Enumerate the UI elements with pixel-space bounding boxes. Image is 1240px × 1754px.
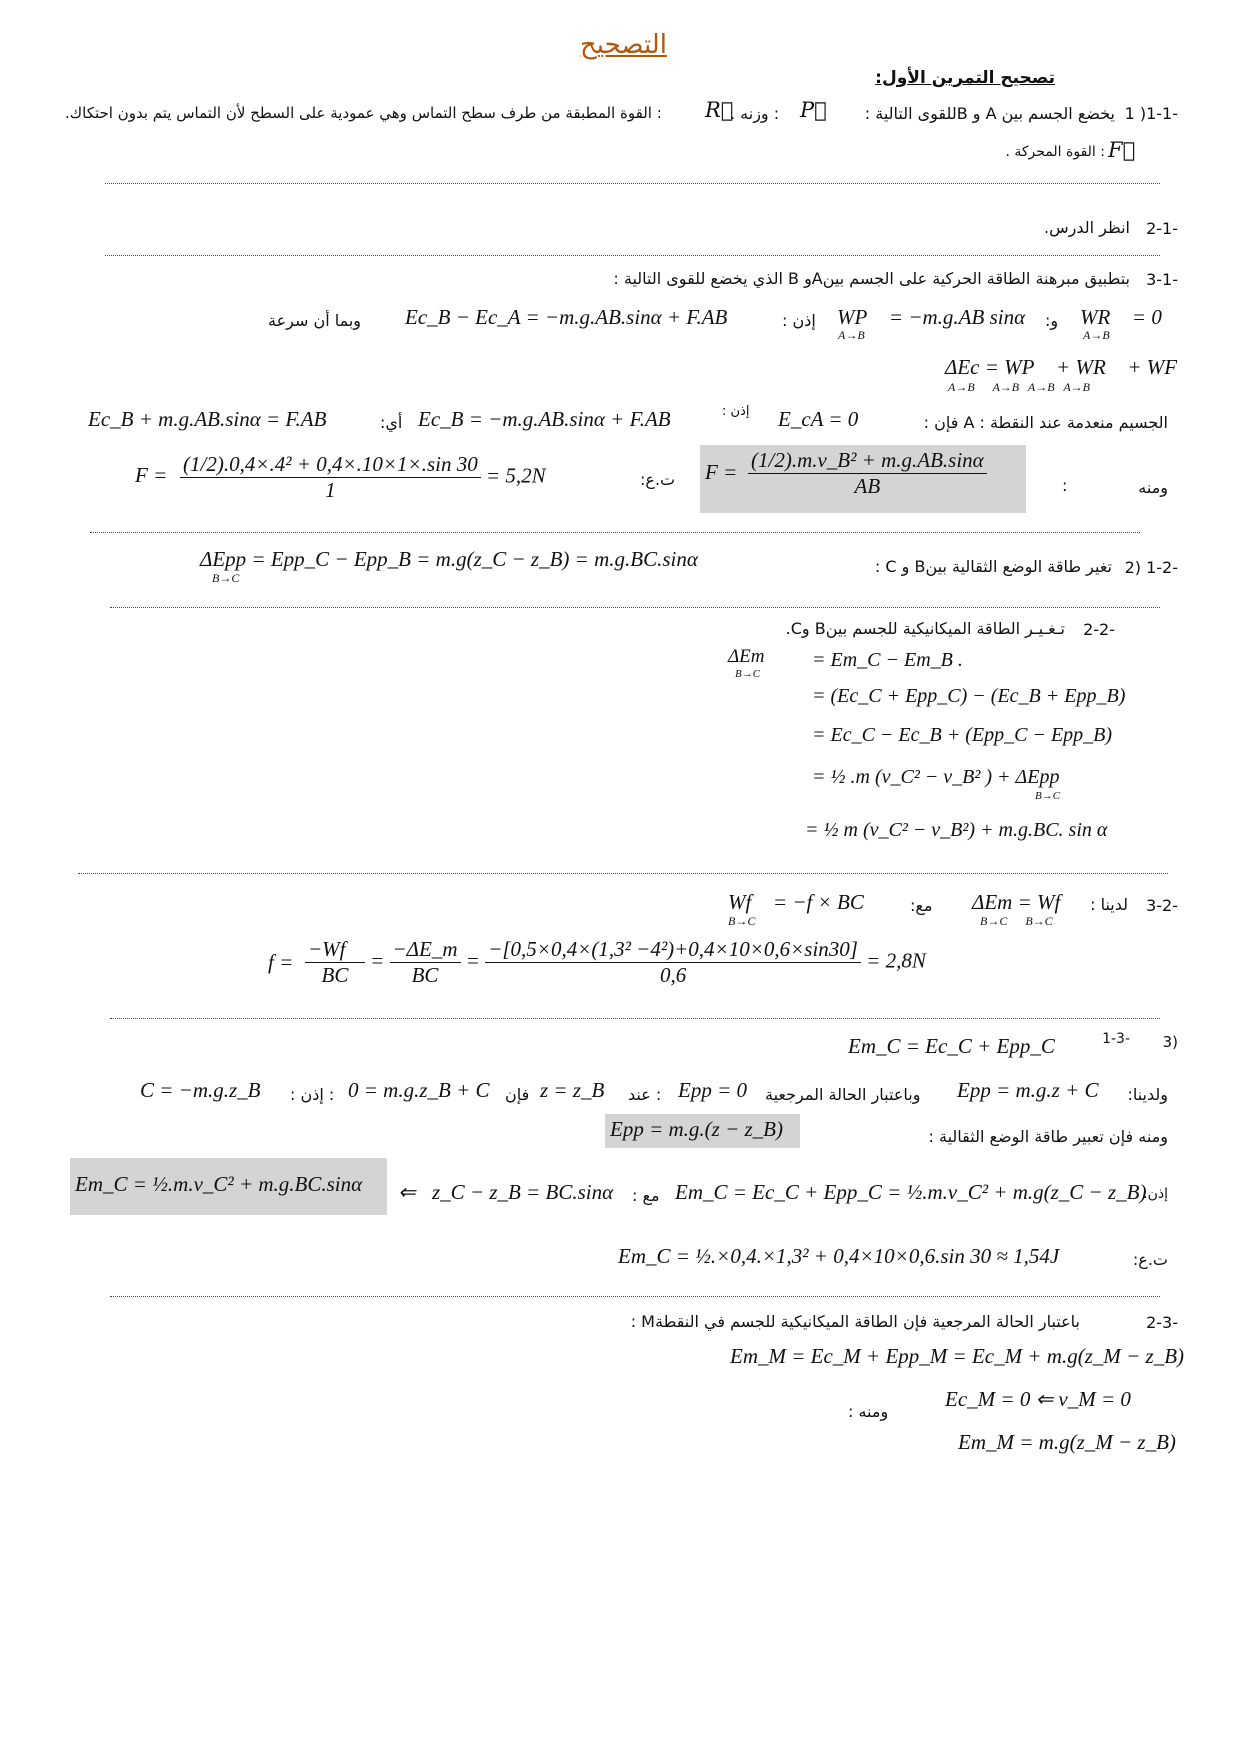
em-line2: = (Ec_C + Epp_C) − (Ec_B + Epp_B) xyxy=(812,685,1126,707)
ie-label: أي: xyxy=(380,413,403,432)
p-vector: P⃗ xyxy=(800,98,827,122)
page-title: التصحيح xyxy=(580,30,667,60)
em-m-def: Em_M = Ec_M + Epp_M = Ec_M + m.g(z_M − z_B) xyxy=(730,1344,1185,1368)
eq-wf-sub: B→C xyxy=(728,914,756,928)
q1-3-label: 3-1- xyxy=(1146,270,1178,289)
eq-delta-subs: A→B A→B A→B A→B xyxy=(948,380,1090,394)
q2-2-label: 2-2- xyxy=(1083,620,1115,639)
f2-formula xyxy=(180,452,546,503)
divider xyxy=(78,873,1168,874)
hence-label-2: ومنه : xyxy=(848,1402,889,1421)
divider xyxy=(110,607,1160,608)
f-desc: : القوة المحركة . xyxy=(1005,144,1105,160)
frac2-num: −ΔE_m xyxy=(390,937,461,963)
emc-numeric: Em_C = ½.×0,4.×1,3² + 0,4×10×0,6.sin 30 ≈ 1,54J xyxy=(618,1244,1060,1268)
then-label: إذن : xyxy=(782,311,816,330)
colon-label: : xyxy=(1062,476,1068,495)
with-label: مع: xyxy=(910,896,933,915)
considering-label: وباعتبار الحالة المرجعية xyxy=(765,1085,921,1104)
eq-delta-epp-sub: B→C xyxy=(212,571,240,585)
implies-arrow: ⇐ xyxy=(398,1180,416,1204)
r-vector: R⃗ xyxy=(705,98,734,122)
em-m-result: Em_M = m.g(z_M − z_B) xyxy=(958,1430,1176,1454)
q2-2-text: تـغـيـر الطاقة الميكانيكية للجسم بينB وC. xyxy=(785,619,1065,638)
line4-text: الجسيم منعدمة عند النقطة : A فإن : xyxy=(923,413,1168,432)
divider xyxy=(110,1296,1160,1297)
divider xyxy=(105,183,1160,184)
eq-delta-ec: ΔEc = WP⃗ + WR⃗ + WF⃗ xyxy=(945,355,1194,379)
emc-expr: Em_C = Ec_C + Epp_C = ½.m.v_C² + m.g(z_C − z_B) xyxy=(675,1180,1147,1204)
hence-label: ومنه xyxy=(1138,478,1168,497)
em-line5: = ½ m (v_C² − v_B²) + m.g.BC. sin α xyxy=(805,819,1108,841)
since-label: وبما أن سرعة xyxy=(268,311,362,330)
eq-wp: WP⃗ = −m.g.AB sinα xyxy=(837,305,1026,329)
q3-2-label: 2-3- xyxy=(1146,1313,1178,1332)
f-vector: F⃗ xyxy=(1108,138,1136,162)
em-line3: = Ec_C − Ec_B + (Epp_C − Epp_B) xyxy=(812,724,1113,746)
em-line1: = Em_C − Em_B . xyxy=(812,649,963,671)
q2-3-text: لدينا : xyxy=(1090,895,1128,914)
q1-1-label: 1 )1-1- xyxy=(1124,104,1178,123)
p-desc: : وزنه . xyxy=(730,104,780,123)
frac3-den: 0,6 xyxy=(659,963,687,988)
epp-expr: Epp = m.g.(z − z_B) xyxy=(610,1117,783,1141)
q3-1-label: 1-3- xyxy=(1102,1031,1130,1047)
q1-2-text: انظر الدرس. xyxy=(1044,218,1130,237)
eq-wp-sub: A→B xyxy=(838,328,865,342)
delta-em-lhs: ΔEm xyxy=(728,646,765,667)
frac2-den: BC xyxy=(411,963,439,988)
f-numerator: (1/2).m.v_B² + m.g.AB.sinα xyxy=(748,448,987,474)
we-have-label: ولدينا: xyxy=(1127,1085,1168,1104)
then-fa-label: فإن xyxy=(505,1085,530,1104)
hence-epp-label: ومنه فإن تعبير طاقة الوضع الثقالية : xyxy=(928,1127,1168,1146)
with-label-2: مع : xyxy=(632,1186,660,1205)
eq-wr-sub: A→B xyxy=(1083,328,1110,342)
eq-ecb: Ec_B = −m.g.AB.sinα + F.AB xyxy=(418,407,671,431)
epp-zero: Epp = 0 xyxy=(678,1078,747,1102)
f-formula xyxy=(748,448,1023,499)
eq-em-wf: ΔEm = Wf⃗ xyxy=(972,890,1077,914)
z-eq-zb: z = z_B xyxy=(540,1078,605,1102)
ec-m-zero: Ec_M = 0 ⇐ v_M = 0 xyxy=(945,1387,1131,1411)
f-denominator: AB xyxy=(854,474,881,499)
f2-denominator: 1 xyxy=(325,478,336,503)
eq-em-wf-sub: B→C B→C xyxy=(980,914,1053,928)
delta-em-sub: B→C xyxy=(735,668,761,680)
f2-lhs: F = xyxy=(135,463,168,487)
exercise-heading: تصحيح التمرين الأول: xyxy=(875,68,1055,88)
at-label: : عند xyxy=(628,1085,662,1104)
divider xyxy=(90,532,1140,533)
divider xyxy=(110,1018,1160,1019)
c-eq: C = −m.g.z_B xyxy=(140,1078,261,1102)
f2-result: = 5,2N xyxy=(485,463,546,488)
then-label-2: إذن: xyxy=(1142,1186,1168,1202)
divider xyxy=(105,255,1160,256)
q2-1-text: تغير طاقة الوضع الثقالية بينB و C : xyxy=(874,557,1112,576)
eq-ec-diff: Ec_B − Ec_A = −m.g.AB.sinα + F.AB xyxy=(405,305,728,329)
eq-delta-epp: ΔEpp = Epp_C − Epp_B = m.g(z_C − z_B) = m.g.BC.sinα xyxy=(200,547,698,571)
frac1-num: −Wf⃗ xyxy=(305,937,365,963)
q3-2-text: باعتبار الحالة المرجعية فإن الطاقة الميكانيكية للجسم في النقطةM : xyxy=(630,1312,1080,1331)
friction-result: = 2,8N xyxy=(866,948,926,973)
zero-eq: 0 = m.g.z_B + C xyxy=(348,1078,490,1102)
and-label: و: xyxy=(1045,311,1059,330)
r-desc: : القوة المطبقة من طرف سطح التماس وهي عمودية على السطح لأن التماس يتم بدون احتكاك. xyxy=(65,104,662,122)
frac1-den: BC xyxy=(321,963,349,988)
so-label: : إذن : xyxy=(290,1085,335,1104)
q2-3-label: 3-2- xyxy=(1146,896,1178,915)
q3-label: 3) xyxy=(1162,1033,1178,1051)
eq-eca: E_cA = 0 xyxy=(778,407,859,431)
zc-eq: z_C − z_B = BC.sinα xyxy=(432,1180,614,1204)
em-line4: = ½ .m (v_C² − v_B² ) + ΔEpp xyxy=(812,766,1060,788)
te-label-2: ت.ع: xyxy=(1132,1250,1168,1269)
emc-boxed: Em_C = ½.m.v_C² + m.g.BC.sinα xyxy=(75,1172,363,1196)
friction-formula: $\frac{-Wf⃗}{BC}$ = $\frac{-\Delta E\_m}{BC}$ = $\frac{\text{−[0,5×0,4×(1,3² −4²)+0,4×10×0,6×sin30]}}{0,6}$ = 2,8N xyxy=(305,937,926,988)
q1-2-label: 2-1- xyxy=(1146,219,1178,238)
q1-1-text: يخضع الجسم بين A و Bللقوى التالية : xyxy=(864,104,1115,123)
q1-3-text: بتطبيق مبرهنة الطاقة الحركية على الجسم بينAو B الذي يخضع للقوى التالية : xyxy=(613,269,1130,288)
eq-wf: Wf⃗ = −f × BC xyxy=(728,890,864,914)
f-lhs: F = xyxy=(705,460,738,484)
frac3-num: −[0,5×0,4×(1,3² −4²)+0,4×10×0,6×sin30] xyxy=(485,937,861,963)
eq-ecb2: Ec_B + m.g.AB.sinα = F.AB xyxy=(88,407,327,431)
f2-numerator: (1/2).0,4×.4² + 0,4×.10×1×.sin 30 xyxy=(180,452,481,478)
q2-1-label: 2) 1-2- xyxy=(1124,558,1178,577)
friction-lhs: f = xyxy=(268,950,294,974)
em-c-def: Em_C = Ec_C + Epp_C xyxy=(848,1034,1055,1058)
eq-wr: WR⃗ = 0 xyxy=(1080,305,1162,329)
te-label: ت.ع: xyxy=(640,470,676,489)
then2-label: إذن : xyxy=(722,404,750,419)
em-line4-sub: B→C xyxy=(1035,790,1061,802)
epp-def: Epp = m.g.z + C xyxy=(957,1078,1099,1102)
